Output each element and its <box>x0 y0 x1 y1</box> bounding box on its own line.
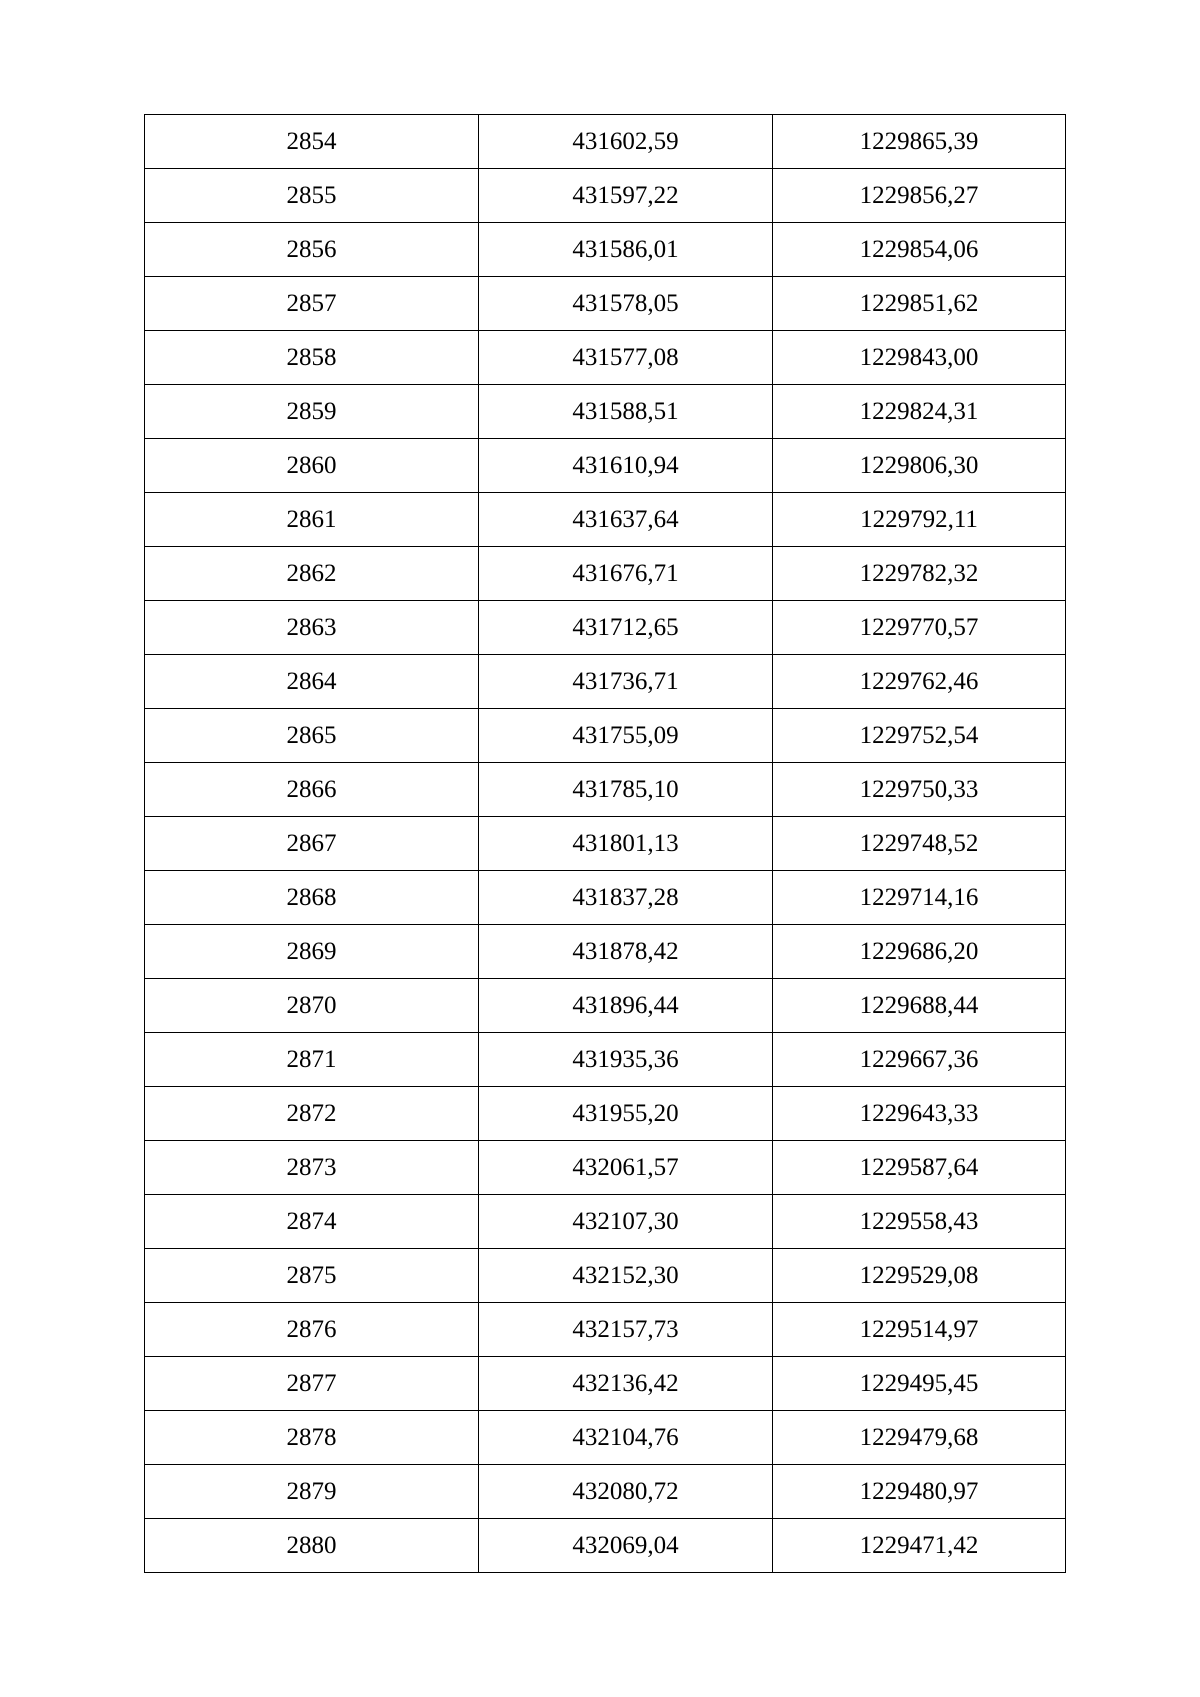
table-row <box>145 925 1066 979</box>
point-number-cell: 2860 <box>145 439 479 493</box>
table-row <box>145 169 1066 223</box>
x-coordinate-cell: 431577,08 <box>479 331 773 385</box>
x-coordinate-cell: 431676,71 <box>479 547 773 601</box>
y-coordinate-cell: 1229854,06 <box>773 223 1066 277</box>
x-coordinate-cell: 432136,42 <box>479 1357 773 1411</box>
x-coordinate-cell: 431610,94 <box>479 439 773 493</box>
point-number-cell: 2873 <box>145 1141 479 1195</box>
x-coordinate-cell: 432157,73 <box>479 1303 773 1357</box>
y-coordinate-cell: 1229714,16 <box>773 871 1066 925</box>
point-number-cell: 2855 <box>145 169 479 223</box>
point-number-cell: 2874 <box>145 1195 479 1249</box>
y-coordinate-cell: 1229762,46 <box>773 655 1066 709</box>
x-coordinate-cell: 431712,65 <box>479 601 773 655</box>
x-coordinate-cell: 431578,05 <box>479 277 773 331</box>
y-coordinate-cell: 1229770,57 <box>773 601 1066 655</box>
y-coordinate-cell: 1229479,68 <box>773 1411 1066 1465</box>
point-number-cell: 2875 <box>145 1249 479 1303</box>
point-number-cell: 2871 <box>145 1033 479 1087</box>
point-number-cell: 2854 <box>145 115 479 169</box>
table-row <box>145 493 1066 547</box>
x-coordinate-cell: 431736,71 <box>479 655 773 709</box>
table-row <box>145 1303 1066 1357</box>
y-coordinate-cell: 1229480,97 <box>773 1465 1066 1519</box>
table-row <box>145 1033 1066 1087</box>
x-coordinate-cell: 432152,30 <box>479 1249 773 1303</box>
table-row <box>145 1195 1066 1249</box>
x-coordinate-cell: 431837,28 <box>479 871 773 925</box>
table-row <box>145 601 1066 655</box>
x-coordinate-cell: 431588,51 <box>479 385 773 439</box>
y-coordinate-cell: 1229824,31 <box>773 385 1066 439</box>
x-coordinate-cell: 432107,30 <box>479 1195 773 1249</box>
table-row <box>145 331 1066 385</box>
table-row <box>145 115 1066 169</box>
point-number-cell: 2859 <box>145 385 479 439</box>
table-row <box>145 1357 1066 1411</box>
point-number-cell: 2868 <box>145 871 479 925</box>
table-row <box>145 439 1066 493</box>
table-row <box>145 385 1066 439</box>
table-row <box>145 223 1066 277</box>
point-number-cell: 2880 <box>145 1519 479 1573</box>
point-number-cell: 2863 <box>145 601 479 655</box>
table-row <box>145 655 1066 709</box>
y-coordinate-cell: 1229514,97 <box>773 1303 1066 1357</box>
x-coordinate-cell: 431637,64 <box>479 493 773 547</box>
x-coordinate-cell: 431755,09 <box>479 709 773 763</box>
y-coordinate-cell: 1229752,54 <box>773 709 1066 763</box>
point-number-cell: 2872 <box>145 1087 479 1141</box>
point-number-cell: 2858 <box>145 331 479 385</box>
table-row <box>145 1087 1066 1141</box>
y-coordinate-cell: 1229748,52 <box>773 817 1066 871</box>
x-coordinate-cell: 432080,72 <box>479 1465 773 1519</box>
x-coordinate-cell: 432069,04 <box>479 1519 773 1573</box>
y-coordinate-cell: 1229865,39 <box>773 115 1066 169</box>
x-coordinate-cell: 432104,76 <box>479 1411 773 1465</box>
table-row <box>145 709 1066 763</box>
table-row <box>145 1411 1066 1465</box>
table-row <box>145 871 1066 925</box>
table-row <box>145 1519 1066 1573</box>
x-coordinate-cell: 431878,42 <box>479 925 773 979</box>
point-number-cell: 2870 <box>145 979 479 1033</box>
point-number-cell: 2865 <box>145 709 479 763</box>
y-coordinate-cell: 1229529,08 <box>773 1249 1066 1303</box>
table-row <box>145 1465 1066 1519</box>
point-number-cell: 2877 <box>145 1357 479 1411</box>
x-coordinate-cell: 431935,36 <box>479 1033 773 1087</box>
y-coordinate-cell: 1229643,33 <box>773 1087 1066 1141</box>
y-coordinate-cell: 1229806,30 <box>773 439 1066 493</box>
coordinates-table <box>144 114 1066 1573</box>
point-number-cell: 2869 <box>145 925 479 979</box>
table-row <box>145 1249 1066 1303</box>
y-coordinate-cell: 1229471,42 <box>773 1519 1066 1573</box>
x-coordinate-cell: 431597,22 <box>479 169 773 223</box>
x-coordinate-cell: 431801,13 <box>479 817 773 871</box>
y-coordinate-cell: 1229667,36 <box>773 1033 1066 1087</box>
y-coordinate-cell: 1229851,62 <box>773 277 1066 331</box>
coordinates-table-body <box>145 115 1066 1573</box>
table-row <box>145 1141 1066 1195</box>
y-coordinate-cell: 1229856,27 <box>773 169 1066 223</box>
point-number-cell: 2861 <box>145 493 479 547</box>
point-number-cell: 2876 <box>145 1303 479 1357</box>
y-coordinate-cell: 1229495,45 <box>773 1357 1066 1411</box>
y-coordinate-cell: 1229686,20 <box>773 925 1066 979</box>
y-coordinate-cell: 1229750,33 <box>773 763 1066 817</box>
table-row <box>145 979 1066 1033</box>
table-row <box>145 547 1066 601</box>
y-coordinate-cell: 1229843,00 <box>773 331 1066 385</box>
x-coordinate-cell: 431896,44 <box>479 979 773 1033</box>
y-coordinate-cell: 1229587,64 <box>773 1141 1066 1195</box>
table-row <box>145 817 1066 871</box>
x-coordinate-cell: 431955,20 <box>479 1087 773 1141</box>
point-number-cell: 2878 <box>145 1411 479 1465</box>
y-coordinate-cell: 1229782,32 <box>773 547 1066 601</box>
point-number-cell: 2866 <box>145 763 479 817</box>
point-number-cell: 2867 <box>145 817 479 871</box>
table-row <box>145 277 1066 331</box>
point-number-cell: 2862 <box>145 547 479 601</box>
x-coordinate-cell: 431785,10 <box>479 763 773 817</box>
y-coordinate-cell: 1229792,11 <box>773 493 1066 547</box>
point-number-cell: 2856 <box>145 223 479 277</box>
y-coordinate-cell: 1229688,44 <box>773 979 1066 1033</box>
x-coordinate-cell: 431602,59 <box>479 115 773 169</box>
point-number-cell: 2879 <box>145 1465 479 1519</box>
point-number-cell: 2857 <box>145 277 479 331</box>
x-coordinate-cell: 431586,01 <box>479 223 773 277</box>
point-number-cell: 2864 <box>145 655 479 709</box>
x-coordinate-cell: 432061,57 <box>479 1141 773 1195</box>
table-row <box>145 763 1066 817</box>
y-coordinate-cell: 1229558,43 <box>773 1195 1066 1249</box>
